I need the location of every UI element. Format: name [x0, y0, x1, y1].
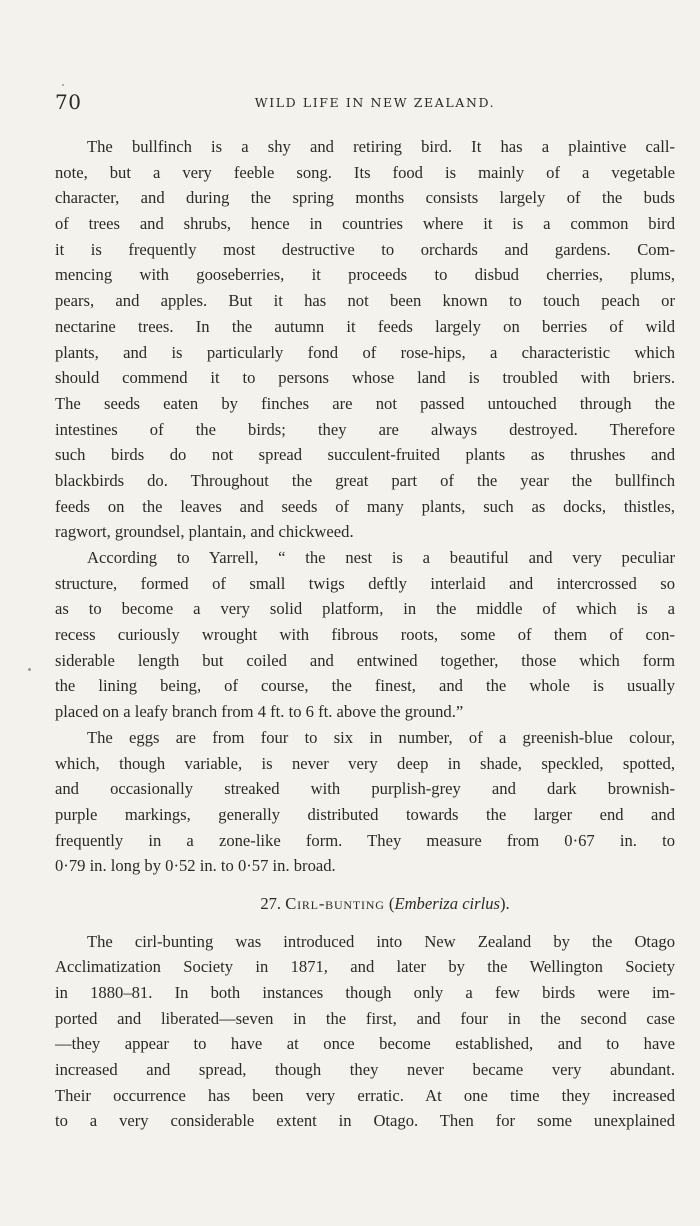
text-line: placed on a leafy branch from 4 ft. to 6 ft. above the ground.”	[55, 702, 464, 722]
paragraph-nest	[55, 545, 675, 725]
section-common-name: Cirl-bunting	[285, 893, 385, 913]
text-line: increased and spread, though they never became very abundant.	[55, 1060, 675, 1080]
text-line: purple markings, generally distributed towards the larger end and	[55, 804, 675, 824]
section-heading: 27. Cirl-bunting (Emberiza cirlus).	[260, 893, 510, 913]
text-line: mencing with gooseberries, it proceeds to disbud cherries, plums,	[55, 265, 675, 285]
text-line: and occasionally streaked with purplish-grey and dark brownish-	[55, 779, 675, 799]
text-line: Acclimatization Society in 1871, and later by the Wellington Society	[55, 957, 675, 977]
section-scientific-name: Emberiza cirlus	[394, 893, 500, 913]
text-line: to a very considerable extent in Otago. Then for some unexplained	[55, 1111, 675, 1131]
text-line: —they appear to have at once become established, and to have	[55, 1034, 675, 1054]
text-line: should commend it to persons whose land is troubled with briers.	[55, 368, 675, 388]
page-header	[55, 90, 675, 116]
text-line: as to become a very solid platform, in the middle of which is a	[55, 599, 675, 619]
text-line: of trees and shrubs, hence in countries where it is a common bird	[55, 214, 675, 234]
text-line: ported and liberated—seven in the first, and four in the second case	[55, 1008, 675, 1028]
text-line: structure, formed of small twigs deftly interlaid and intercrossed so	[55, 573, 675, 593]
text-line: which, though variable, is never very deep in shade, speckled, spotted,	[55, 753, 675, 773]
paragraph-bullfinch-food	[55, 134, 675, 545]
paragraph-eggs	[55, 725, 675, 879]
text-line: pears, and apples. But it has not been known to touch peach or	[55, 291, 675, 311]
paper-speck	[28, 668, 31, 671]
section-number: 27.	[260, 893, 282, 913]
text-line: it is frequently most destructive to orchards and gardens. Com-	[55, 239, 675, 259]
text-line: note, but a very feeble song. Its food is mainly of a vegetable	[55, 162, 675, 182]
text-line: The cirl-bunting was introduced into New Zealand by the Otago	[87, 931, 675, 951]
text-line: frequently in a zone-like form. They measure from 0·67 in. to	[55, 830, 675, 850]
text-line: According to Yarrell, “ the nest is a beautiful and very peculiar	[87, 548, 675, 567]
page-number: 70	[55, 90, 82, 114]
text-line: The eggs are from four to six in number, of a greenish-blue colour,	[87, 727, 675, 747]
text-line: nectarine trees. In the autumn it feeds largely on berries of wild	[55, 316, 675, 336]
text-line: such birds do not spread succulent-fruited plants as thrushes and	[55, 445, 675, 465]
text-line: blackbirds do. Throughout the great part of the year the bullfinch	[55, 470, 675, 490]
text-line: The bullfinch is a shy and retiring bird. It has a plaintive call-	[87, 137, 675, 156]
text-line: intestines of the birds; they are always destroyed. Therefore	[55, 419, 675, 439]
text-line: 0·79 in. long by 0·52 in. to 0·57 in. broad.	[55, 856, 336, 876]
text-line: siderable length but coiled and entwined together, those which form	[55, 650, 675, 670]
paper-speck	[62, 84, 64, 86]
text-line: ragwort, groundsel, plantain, and chickweed.	[55, 522, 354, 542]
text-line: feeds on the leaves and seeds of many plants, such as docks, thistles,	[55, 496, 675, 516]
text-line: character, and during the spring months consists largely of the buds	[55, 188, 675, 208]
text-line: The seeds eaten by finches are not passed untouched through the	[55, 393, 675, 413]
body-text	[55, 134, 675, 1134]
text-line: plants, and is particularly fond of rose-hips, a characteristic which	[55, 342, 675, 362]
text-line: Their occurrence has been very erratic. At one time they increased	[55, 1085, 675, 1105]
paragraph-cirl-bunting	[55, 929, 675, 1135]
text-line: the lining being, of course, the finest, and the whole is usually	[55, 676, 675, 696]
running-head: WILD LIFE IN NEW ZEALAND.	[254, 95, 496, 110]
text-line: in 1880–81. In both instances though only a few birds were im-	[55, 983, 675, 1002]
text-line: recess curiously wrought with fibrous roots, some of them of con-	[55, 625, 675, 645]
